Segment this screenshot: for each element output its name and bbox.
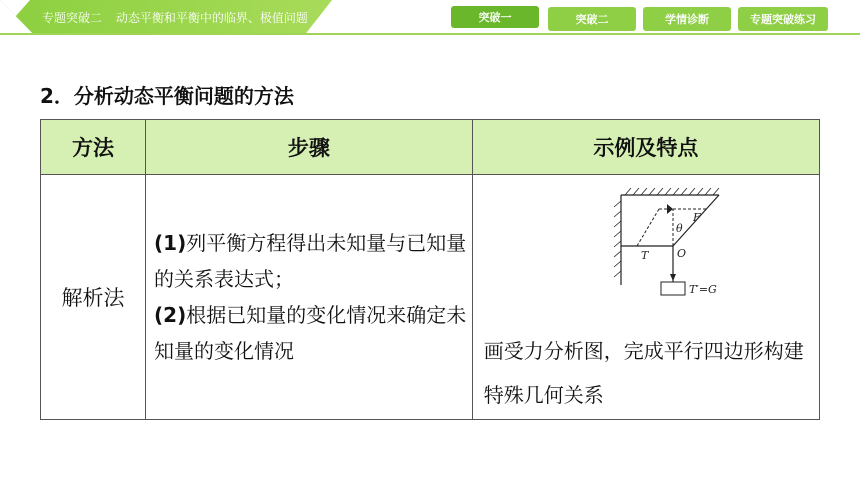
- steps-cell: [146, 175, 473, 420]
- label-O: O: [676, 247, 686, 260]
- method-table: [40, 119, 820, 420]
- method-cell: 解析法: [41, 175, 146, 420]
- example-cell: [472, 175, 819, 420]
- force-diagram: [607, 181, 747, 309]
- step-1: [154, 225, 472, 297]
- header-example: 示例及特点: [472, 120, 819, 175]
- table-row: [41, 175, 820, 420]
- topic-label: 动态平衡和平衡中的临界、极值问题: [115, 11, 308, 25]
- label-F: F: [692, 211, 701, 224]
- step-2-text: 根据已知量的变化情况来确定未知量的变化情况: [154, 303, 467, 363]
- nav-button-breakthrough-2[interactable]: 突破二: [548, 7, 636, 31]
- step-2: [154, 297, 472, 369]
- example-description: 画受力分析图，完成平行四边形构建特殊几何关系: [483, 339, 804, 407]
- step-1-text: 列平衡方程得出未知量与已知量的关系表达式；: [154, 231, 467, 291]
- step-2-number: (2): [154, 303, 187, 327]
- top-banner: [0, 0, 860, 34]
- table-header-row: [41, 120, 820, 175]
- section-label: 专题突破二: [42, 11, 103, 25]
- label-weight: T′=G: [688, 283, 717, 296]
- banner-divider: [0, 33, 860, 35]
- nav-button-practice[interactable]: 专题突破练习: [738, 7, 828, 31]
- header-steps: 步骤: [146, 120, 473, 175]
- label-T: T: [640, 249, 649, 262]
- label-theta: θ: [675, 222, 683, 235]
- nav-button-diagnosis[interactable]: 学情诊断: [643, 7, 731, 31]
- header-method: 方法: [41, 120, 146, 175]
- step-1-number: (1): [154, 231, 187, 255]
- section-heading: 2．分析动态平衡问题的方法: [40, 84, 294, 108]
- banner-title: [42, 9, 318, 26]
- nav-button-breakthrough-1[interactable]: 突破一: [451, 6, 539, 28]
